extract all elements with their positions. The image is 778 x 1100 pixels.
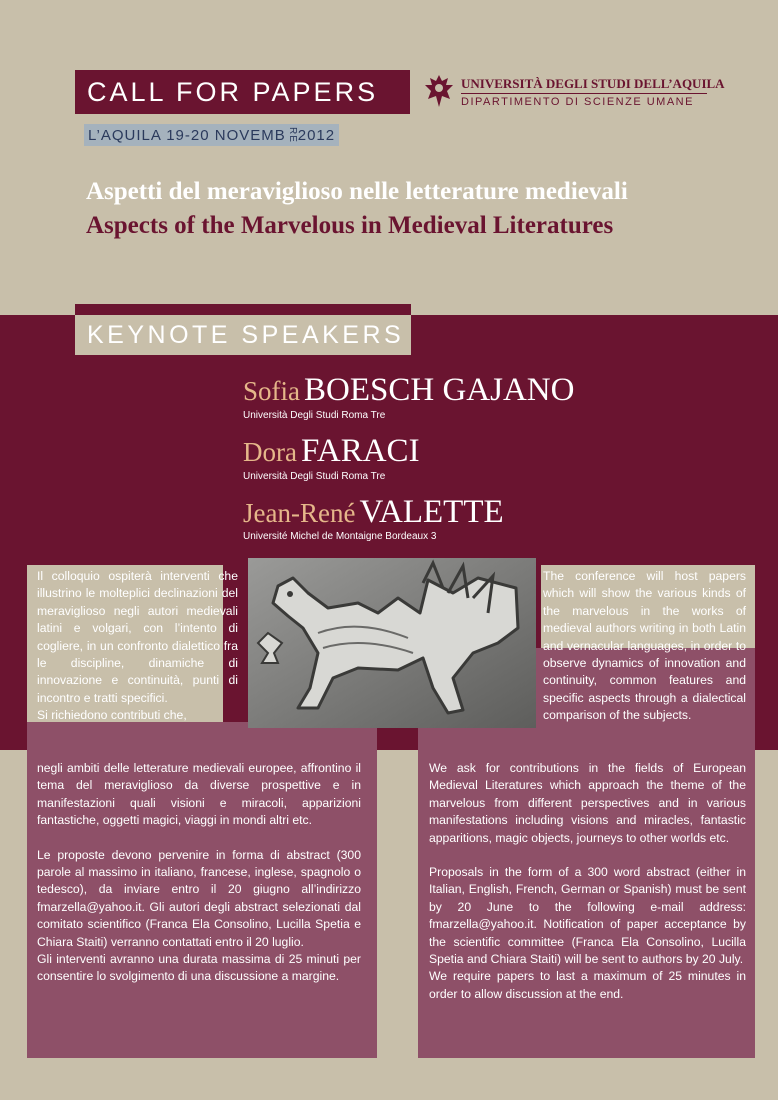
spacer <box>429 847 746 864</box>
right-paragraph-1: The conference will host papers which will show the various kinds of the marvelous in the works of medieval authors writing in both Latin and vernacular languages, in order to observe dynamics of innovation and continuity, common features and specific aspects through a dialectical comparison of the subjects. <box>543 569 746 723</box>
speaker-last-name: FARACI <box>300 433 420 469</box>
speaker-first-name: Sofia <box>243 376 300 406</box>
left-paragraph-1: Il colloquio ospiterà interventi che illustrino le molteplici declinazioni del meraviglioso negli autori medievali latini e volgari, con l’intento di cogliere, in un confronto dialettico fra le discipline, dinamiche di innovazione e continuità, punti di incontro e tratti specifici. <box>37 569 238 705</box>
speaker-affiliation: Università Degli Studi Roma Tre <box>243 410 386 421</box>
left-paragraph-4: Gli interventi avranno una durata massima di 25 minuti per consentire lo svolgimento di una discussione a margine. <box>37 952 361 984</box>
speaker-1 <box>243 372 574 409</box>
title-english: Aspects of the Marvelous in Medieval Literatures <box>86 212 614 239</box>
date-year: 2012 <box>297 126 336 144</box>
speaker-first-name: Jean-René <box>243 498 356 528</box>
date-text: L’AQUILA 19-20 NOVEMB <box>88 126 286 144</box>
keynote-top-bar <box>75 304 411 315</box>
speaker-affiliation: Università Degli Studi Roma Tre <box>243 471 386 482</box>
speaker-3 <box>243 494 504 531</box>
spacer <box>37 830 361 847</box>
speaker-first-name: Dora <box>243 437 297 467</box>
left-paragraph-2-start: Si richiedono contributi che, <box>37 708 187 723</box>
left-column-intro <box>37 568 238 725</box>
keynote-heading: KEYNOTE SPEAKERS <box>87 321 405 349</box>
left-paragraph-2-rest: negli ambiti delle letterature medievali europee, affrontino il tema del meraviglioso da diverse prospettive e in manifestazioni quali visioni e miracoli, apparizioni fantastiche, oggetti magici, viaggi in mondi altri etc. <box>37 761 361 828</box>
title-italian: Aspetti del meraviglioso nelle letterature medievali <box>86 178 628 205</box>
left-paragraph-3: Le proposte devono pervenire in forma di abstract (300 parole al massimo in italiano, francese, inglese, spagnolo o tedesco), da inviare entro il 20 giugno all’indirizzo fmarzella@yahoo.it. Gli autori degli abstract selezionati dal comitato scientifico (Franca Ela Consolino, Lucilla Spetia e Chiara Staiti) verranno contattati entro il 20 luglio. <box>37 847 361 949</box>
speaker-last-name: VALETTE <box>359 494 504 530</box>
griffin-relief-image <box>248 558 536 728</box>
right-paragraph-4: We require papers to last a maximum of 25 minutes in order to allow discussion at the end. <box>429 969 746 1001</box>
university-eagle-logo-icon <box>424 73 454 109</box>
left-column-body <box>37 760 361 986</box>
right-paragraph-2: We ask for contributions in the fields of European Medieval Literatures which approach the theme of the marvelous from different perspectives and in various manifestations including visions and miracles, fantastic apparitions, magic objects, journeys to other worlds etc. <box>429 761 746 845</box>
right-column-body <box>429 760 746 1003</box>
cfp-label: CALL FOR PAPERS <box>87 77 379 107</box>
department-name: DIPARTIMENTO DI SCIENZE UMANE <box>461 96 694 108</box>
speaker-last-name: BOESCH GAJANO <box>304 372 575 408</box>
university-divider <box>461 93 707 94</box>
speaker-2 <box>243 433 420 470</box>
speaker-affiliation: Université Michel de Montaigne Bordeaux 3 <box>243 531 437 542</box>
date-re: RE <box>286 127 298 143</box>
keynote-heading-box <box>75 315 411 355</box>
event-date-line <box>84 124 339 146</box>
call-for-papers-banner <box>75 70 410 114</box>
right-paragraph-3: Proposals in the form of a 300 word abstract (either in Italian, English, French, German or Spanish) must be sent by 20 June to the following e-mail address: fmarzella@yahoo.it. Notification of paper acceptance by the scientific committee (Franca Ela Consolino, Lucilla Spetia and Chiara Staiti) will be sent to authors by 20 July. <box>429 865 746 967</box>
right-column-intro <box>543 568 746 725</box>
university-name: UNIVERSITÀ DEGLI STUDI DELL’AQUILA <box>461 76 725 91</box>
